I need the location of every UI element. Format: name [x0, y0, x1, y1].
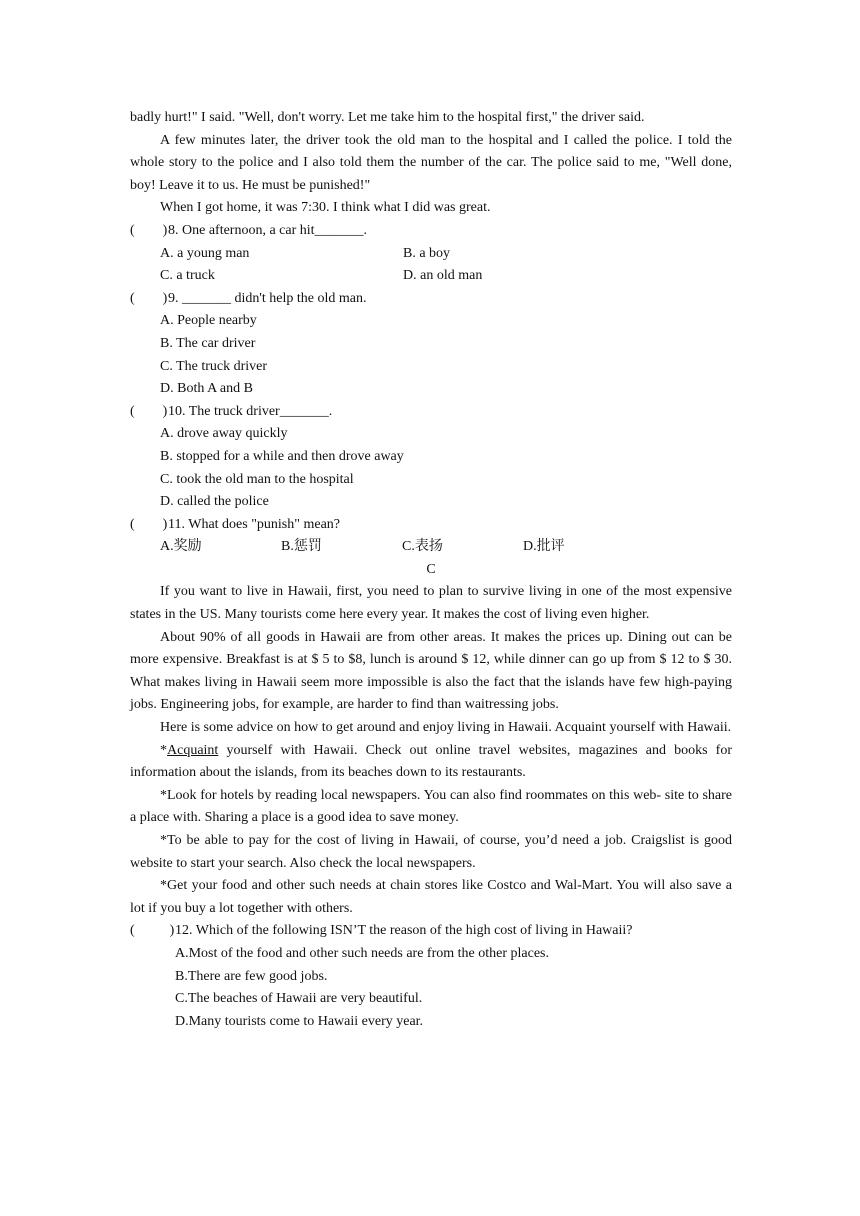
- option-d: D. called the police: [160, 494, 269, 510]
- option-c: C.表扬: [402, 539, 443, 555]
- option-b: B.惩罚: [281, 539, 322, 555]
- answer-blank[interactable]: ( ): [130, 403, 168, 419]
- passage-paragraph: About 90% of all goods in Hawaii are from other areas. It makes the prices up. Dining out can be more expensive. Breakfast is at $ 5 to $8, lunch is around $ 12, while dinner can go up from $ 12 to $ 30. What makes living in Hawaii seem more impossible is also the fact that the islands have few high-paying jobs. Engineering jobs, for example, are harder to find than waitressing jobs.: [130, 629, 732, 713]
- section-heading: C: [426, 561, 436, 577]
- option-a: A. a young man: [160, 245, 250, 261]
- passage-paragraph: A few minutes later, the driver took the old man to the hospital and I called the police. I told the whole story to the police and I also told them the number of the car. The police said to me, "Well done, boy! Leave it to us. He must be punished!": [130, 132, 732, 193]
- option-c: C. The truck driver: [160, 358, 268, 374]
- options-row: [130, 265, 732, 288]
- option-c: C. a truck: [160, 268, 215, 284]
- advice-text: yourself with Hawaii. Check out online travel websites, magazines and books for information about the islands, from its beaches down to its restaurants.: [130, 742, 732, 781]
- advice-item: [130, 740, 732, 785]
- passage-paragraph: badly hurt!" I said. "Well, don't worry. Let me take him to the hospital first," the driver said.: [130, 110, 645, 125]
- question-stem: 10. The truck driver_______.: [168, 403, 333, 419]
- question-12: [130, 920, 732, 943]
- question-stem: 8. One afternoon, a car hit_______.: [168, 222, 368, 238]
- answer-blank[interactable]: ( ): [130, 222, 168, 238]
- option-b: B. stopped for a while and then drove away: [160, 448, 404, 464]
- option-a: A.Most of the food and other such needs are from the other places.: [175, 945, 549, 961]
- answer-blank[interactable]: ( ): [130, 290, 168, 306]
- question-11: [130, 514, 732, 537]
- question-stem: 9. _______ didn't help the old man.: [168, 290, 367, 306]
- passage-paragraph: When I got home, it was 7:30. I think what I did was great.: [160, 200, 491, 216]
- option-a: A. People nearby: [160, 313, 257, 329]
- advice-item: *Look for hotels by reading local newspapers. You can also find roommates on this web- site to share a place with. Sharing a place is a good idea to save money.: [130, 787, 732, 826]
- options-row: [130, 536, 732, 559]
- option-d: D. an old man: [403, 268, 483, 284]
- answer-blank[interactable]: ( ): [130, 923, 175, 939]
- question-8: [130, 220, 732, 243]
- advice-item: *To be able to pay for the cost of living in Hawaii, of course, you’d need a job. Craigslist is good website to start your search. Also check the local newspapers.: [130, 833, 732, 871]
- option-c: C. took the old man to the hospital: [160, 471, 354, 487]
- answer-blank[interactable]: ( ): [130, 516, 168, 532]
- option-b: B. The car driver: [160, 335, 256, 351]
- question-stem: 11. What does "punish" mean?: [168, 516, 341, 532]
- underlined-word: Acquaint: [167, 742, 219, 758]
- passage-paragraph: If you want to live in Hawaii, first, you need to plan to survive living in one of the most expensive states in the US. Many tourists come here every year. It makes the cost of living even higher.: [130, 584, 732, 623]
- option-a: A. drove away quickly: [160, 426, 288, 442]
- option-c: C.The beaches of Hawaii are very beautiful.: [175, 991, 423, 1007]
- document-page: [130, 107, 732, 1033]
- options-row: [130, 243, 732, 266]
- advice-item: *Get your food and other such needs at chain stores like Costco and Wal-Mart. You will also save a lot if you buy a lot together with others.: [130, 878, 732, 916]
- option-a: A.奖励: [160, 539, 202, 555]
- bullet-star: *: [160, 742, 167, 758]
- passage-paragraph: Here is some advice on how to get around and enjoy living in Hawaii. Acquaint yourself with Hawaii.: [160, 720, 732, 736]
- option-d: D.Many tourists come to Hawaii every year.: [175, 1013, 424, 1029]
- question-9: [130, 288, 732, 311]
- question-stem: 12. Which of the following ISN’T the reason of the high cost of living in Hawaii?: [175, 923, 633, 939]
- option-b: B.There are few good jobs.: [175, 968, 328, 984]
- question-10: [130, 401, 732, 424]
- option-b: B. a boy: [403, 245, 451, 261]
- option-d: D. Both A and B: [160, 381, 253, 397]
- option-d: D.批评: [523, 539, 565, 555]
